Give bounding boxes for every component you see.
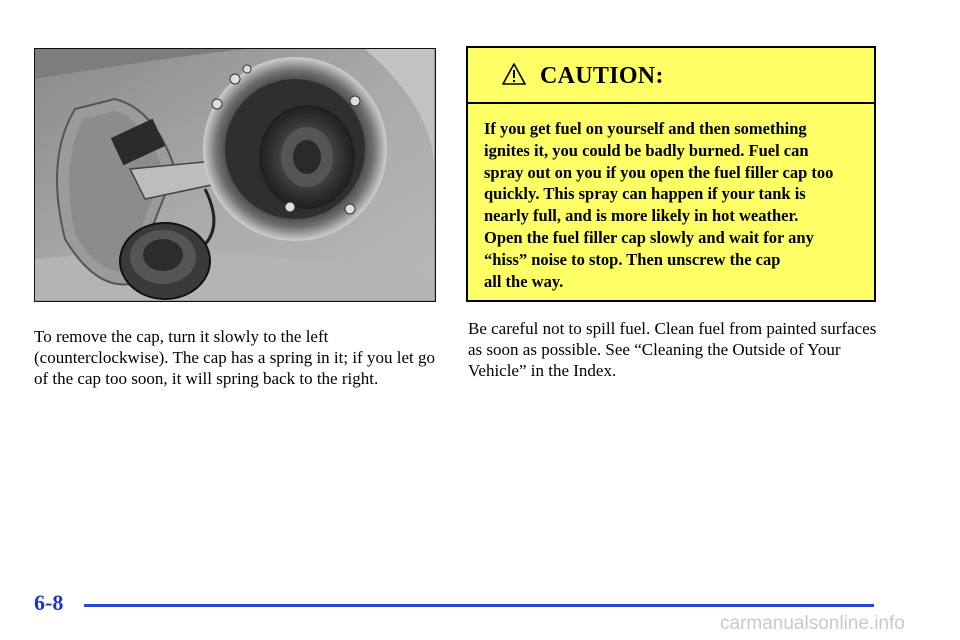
caution-title: CAUTION: — [540, 63, 664, 89]
footer-rule — [84, 604, 874, 607]
caution-text — [484, 118, 872, 292]
watermark: carmanualsonline.info — [720, 613, 905, 634]
caution-line: If you get fuel on yourself and then something — [484, 119, 807, 138]
fuel-filler-illustration — [35, 49, 434, 300]
caution-line: spray out on you if you open the fuel filler cap too — [484, 162, 834, 182]
fuel-filler-photo — [34, 48, 436, 302]
caution-header — [468, 48, 874, 104]
cap-removal-paragraph: To remove the cap, turn it slowly to the left (counterclockwise). The cap has a spring in it; if you let go of the cap too soon, it will spring back to the right. — [34, 327, 435, 388]
caution-box — [466, 46, 876, 302]
caution-line: nearly full, and is more likely in hot weather. — [484, 206, 799, 226]
warning-triangle-icon — [502, 63, 526, 85]
fuel-spill-paragraph: Be careful not to spill fuel. Clean fuel from painted surfaces as soon as possible. See “Cleaning the Outside of Your Vehicle” in the Index. — [468, 319, 877, 380]
caution-line: “hiss” noise to stop. Then unscrew the cap — [484, 249, 781, 269]
caution-line: ignites it, you could be badly burned. Fuel can — [484, 140, 809, 160]
page-number: 6-8 — [34, 590, 64, 615]
caution-line: quickly. This spray can happen if your tank is — [484, 184, 806, 204]
caution-line: Open the fuel filler cap slowly and wait for any — [484, 227, 814, 247]
caution-line: all the way. — [484, 271, 564, 291]
